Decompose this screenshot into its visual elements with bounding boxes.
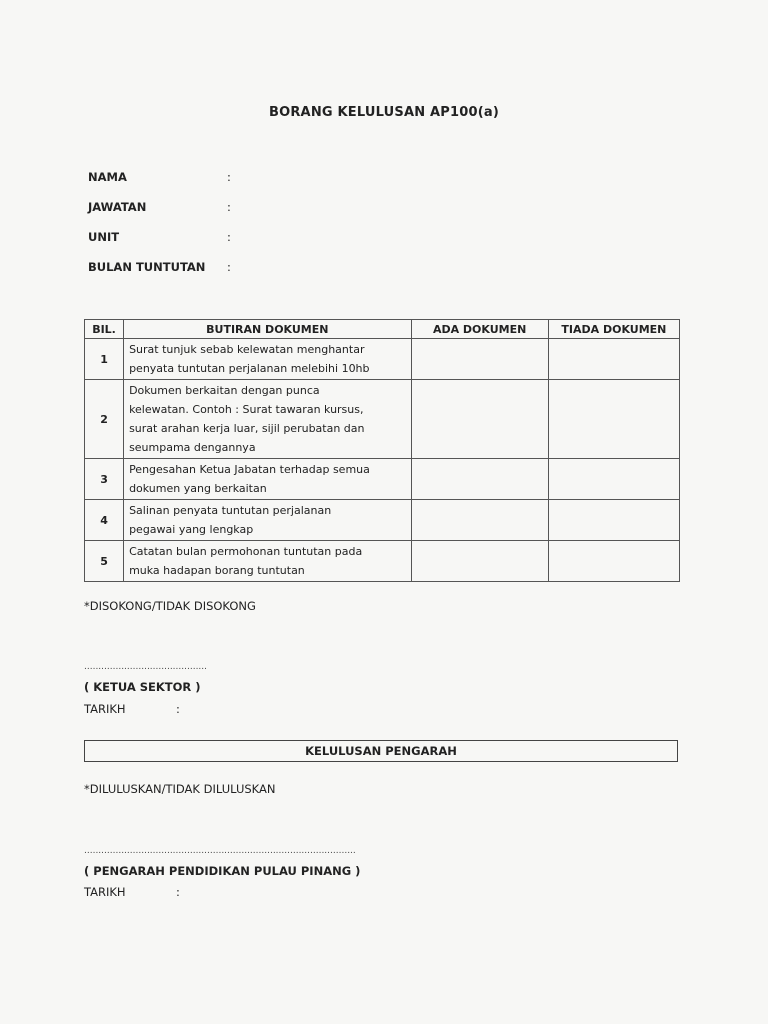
header-ada-dokumen: ADA DOKUMEN [411, 320, 548, 339]
sector-date-row [84, 702, 180, 716]
row-description [124, 339, 411, 380]
ada-dokumen-cell[interactable] [411, 339, 548, 380]
row-number: 2 [85, 380, 124, 459]
table-row [85, 500, 680, 541]
description-line: penyata tuntutan perjalanan melebihi 10hb [129, 362, 370, 375]
field-label: BULAN TUNTUTAN [88, 260, 206, 274]
ada-dokumen-cell[interactable] [411, 500, 548, 541]
tiada-dokumen-cell[interactable] [548, 380, 679, 459]
field-label: UNIT [88, 230, 120, 244]
form-title: BORANG KELULUSAN AP100(a) [268, 105, 500, 120]
row-number: 5 [85, 541, 124, 582]
document-checklist-table [84, 319, 680, 582]
support-option-text: *DISOKONG/TIDAK DISOKONG [84, 599, 256, 613]
sector-signature-line: ........................................... [84, 662, 208, 672]
tiada-dokumen-cell[interactable] [548, 500, 679, 541]
director-signature-line: ............................................................................................... [84, 846, 356, 856]
field-nama [88, 170, 231, 184]
field-colon: : [227, 200, 231, 214]
row-description [124, 500, 411, 541]
table-row [85, 339, 680, 380]
field-jawatan [88, 200, 231, 214]
field-label: JAWATAN [88, 200, 147, 214]
date-colon: : [176, 702, 180, 716]
table-row [85, 541, 680, 582]
tiada-dokumen-cell[interactable] [548, 339, 679, 380]
header-bil: BIL. [85, 320, 124, 339]
table-row [85, 380, 680, 459]
description-line: Salinan penyata tuntutan perjalanan [129, 504, 332, 517]
field-colon: : [227, 170, 231, 184]
row-description [124, 459, 411, 500]
description-line: seumpama dengannya [129, 441, 256, 454]
row-description [124, 541, 411, 582]
description-line: Pengesahan Ketua Jabatan terhadap semua [129, 463, 370, 476]
description-line: Catatan bulan permohonan tuntutan pada [129, 545, 363, 558]
description-line: muka hadapan borang tuntutan [129, 564, 305, 577]
ada-dokumen-cell[interactable] [411, 380, 548, 459]
table-header-row [85, 320, 680, 339]
date-label: TARIKH [84, 702, 126, 716]
sector-signatory: ( KETUA SEKTOR ) [84, 680, 201, 694]
ada-dokumen-cell[interactable] [411, 459, 548, 500]
header-butiran-dokumen: BUTIRAN DOKUMEN [124, 320, 411, 339]
director-date-row [84, 885, 180, 899]
date-colon: : [176, 885, 180, 899]
row-description [124, 380, 411, 459]
field-unit [88, 230, 231, 244]
field-label: NAMA [88, 170, 127, 184]
row-number: 1 [85, 339, 124, 380]
description-line: Dokumen berkaitan dengan punca [129, 384, 320, 397]
field-colon: : [227, 260, 231, 274]
director-signatory: ( PENGARAH PENDIDIKAN PULAU PINANG ) [84, 864, 361, 878]
tiada-dokumen-cell[interactable] [548, 541, 679, 582]
ada-dokumen-cell[interactable] [411, 541, 548, 582]
field-colon: : [227, 230, 231, 244]
description-line: surat arahan kerja luar, sijil perubatan dan [129, 422, 365, 435]
row-number: 4 [85, 500, 124, 541]
description-line: dokumen yang berkaitan [129, 482, 267, 495]
header-tiada-dokumen: TIADA DOKUMEN [548, 320, 679, 339]
tiada-dokumen-cell[interactable] [548, 459, 679, 500]
field-bulan-tuntutan [88, 260, 231, 274]
date-label: TARIKH [84, 885, 126, 899]
table-row [85, 459, 680, 500]
description-line: pegawai yang lengkap [129, 523, 254, 536]
row-number: 3 [85, 459, 124, 500]
approval-option-text: *DILULUSKAN/TIDAK DILULUSKAN [84, 782, 276, 796]
director-approval-heading: KELULUSAN PENGARAH [84, 740, 678, 762]
description-line: Surat tunjuk sebab kelewatan menghantar [129, 343, 365, 356]
description-line: kelewatan. Contoh : Surat tawaran kursus, [129, 403, 364, 416]
